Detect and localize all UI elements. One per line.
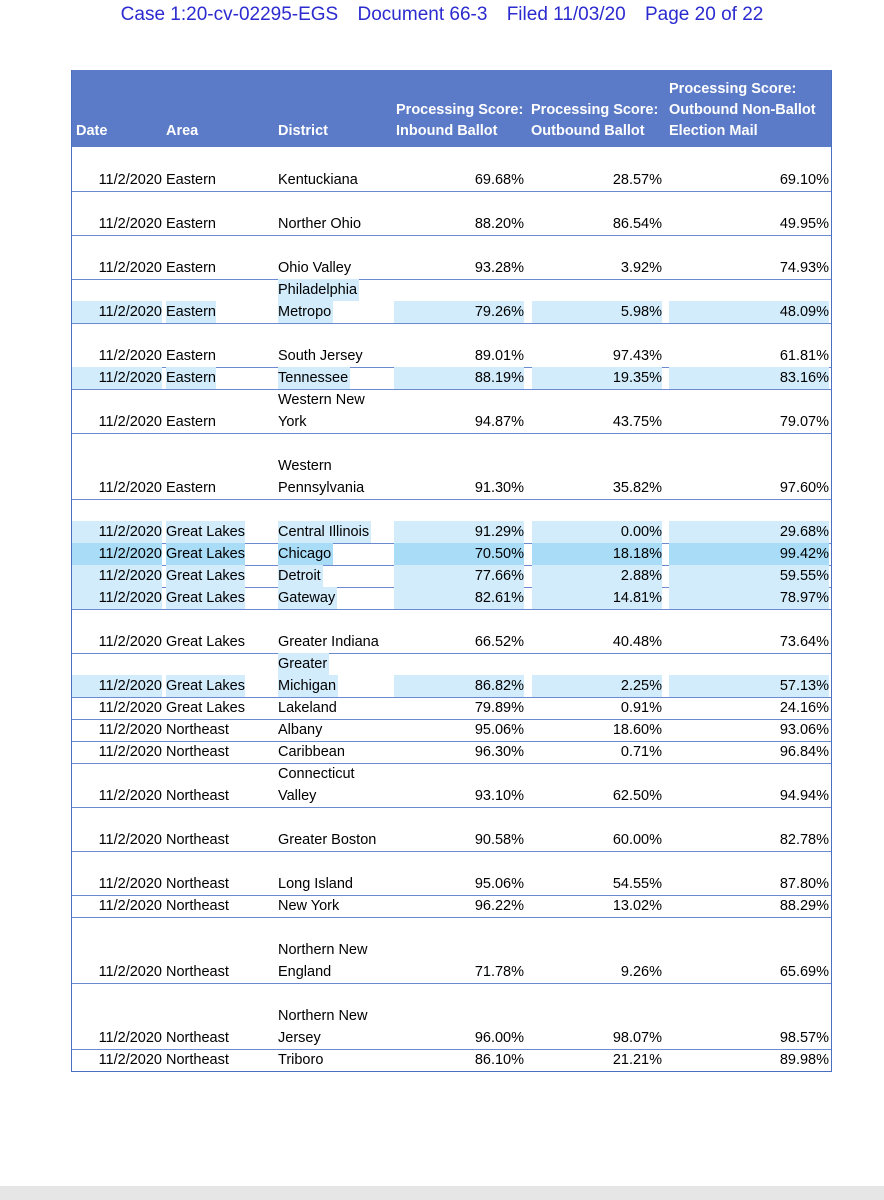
cell-date: 11/2/2020: [98, 832, 162, 848]
cell-area: Great Lakes: [166, 700, 245, 716]
cell-outbound-score: 5.98%: [532, 301, 662, 323]
table-row: [72, 147, 831, 191]
cell-inbound-score: 86.10%: [474, 1052, 524, 1068]
cell-inbound-score: 79.89%: [474, 700, 524, 716]
cell-area: Eastern: [166, 301, 216, 323]
district-line: South Jersey: [278, 348, 363, 364]
cell-outbound-score: 21.21%: [612, 1052, 662, 1068]
cell-area: Northeast: [166, 1052, 229, 1068]
cell-date: 11/2/2020: [72, 543, 162, 565]
cell-outbound-score: 19.35%: [532, 367, 662, 389]
table-row: [72, 235, 831, 279]
district-line: Tennessee: [278, 367, 350, 389]
cell-area: Great Lakes: [166, 521, 245, 543]
cell-area: Northeast: [166, 1030, 229, 1046]
district-line: Long Island: [278, 876, 353, 892]
cell-inbound-score: 96.30%: [474, 744, 524, 760]
table-row: [72, 719, 831, 741]
cell-district: [278, 455, 364, 499]
table-row: [72, 367, 831, 389]
col-inbound: [396, 100, 523, 142]
col-inbound-line: Processing Score:: [396, 102, 524, 118]
cell-district: [278, 741, 345, 763]
cell-area: Northeast: [166, 876, 229, 892]
cell-nonballot-score: 73.64%: [779, 634, 829, 650]
district-line: Norther Ohio: [278, 216, 362, 232]
cell-nonballot-score: 65.69%: [779, 964, 829, 980]
cell-outbound-score: 2.88%: [532, 565, 662, 587]
cell-date: 11/2/2020: [98, 722, 162, 738]
cell-nonballot-score: 79.07%: [779, 414, 829, 430]
district-line: Jersey: [278, 1030, 321, 1046]
cell-date: 11/2/2020: [98, 348, 162, 364]
col-nonballot-line: Outbound Non-Ballot: [669, 102, 816, 118]
cell-date: 11/2/2020: [98, 876, 162, 892]
cell-outbound-score: 28.57%: [612, 172, 662, 188]
cell-area: Great Lakes: [166, 634, 245, 650]
cell-date: 11/2/2020: [98, 414, 162, 430]
col-nonballot: [669, 79, 816, 142]
cell-inbound-score: 96.00%: [474, 1030, 524, 1046]
filed-date: Filed 11/03/20: [506, 4, 626, 25]
cell-district: [278, 587, 337, 609]
cell-nonballot-score: 49.95%: [779, 216, 829, 232]
cell-nonballot-score: 96.84%: [779, 744, 829, 760]
cell-outbound-score: 0.91%: [620, 700, 662, 716]
cell-date: 11/2/2020: [72, 367, 162, 389]
cell-outbound-score: 86.54%: [612, 216, 662, 232]
viewer-bottom-bar: [0, 1186, 884, 1200]
cell-outbound-score: 0.71%: [620, 744, 662, 760]
table-header: [72, 70, 831, 147]
district-line: Northern New: [278, 942, 368, 958]
district-line: Western: [278, 458, 332, 474]
cell-inbound-score: 93.28%: [474, 260, 524, 276]
cell-area: Northeast: [166, 832, 229, 848]
cell-district: [278, 653, 338, 697]
cell-nonballot-score: 93.06%: [779, 722, 829, 738]
cell-inbound-score: 77.66%: [394, 565, 524, 587]
table-row: [72, 807, 831, 851]
cell-area: Great Lakes: [166, 587, 245, 609]
cell-inbound-score: 88.20%: [474, 216, 524, 232]
cell-outbound-score: 60.00%: [612, 832, 662, 848]
cell-outbound-score: 13.02%: [612, 898, 662, 914]
table-row: [72, 851, 831, 895]
district-line: Connecticut: [278, 766, 355, 782]
cell-nonballot-score: 99.42%: [669, 543, 829, 565]
case-header: [0, 4, 884, 26]
district-line: Kentuckiana: [278, 172, 358, 188]
cell-area: Great Lakes: [166, 675, 245, 697]
cell-nonballot-score: 87.80%: [779, 876, 829, 892]
cell-inbound-score: 90.58%: [474, 832, 524, 848]
table-row: [72, 323, 831, 367]
cell-inbound-score: 79.26%: [394, 301, 524, 323]
cell-nonballot-score: 48.09%: [669, 301, 829, 323]
cell-date: 11/2/2020: [98, 964, 162, 980]
cell-district: [278, 367, 350, 389]
cell-nonballot-score: 69.10%: [779, 172, 829, 188]
district-line: Albany: [278, 722, 323, 738]
table-row: [72, 917, 831, 983]
cell-district: [278, 829, 376, 851]
col-district: District: [278, 123, 328, 139]
cell-inbound-score: 94.87%: [474, 414, 524, 430]
cell-inbound-score: 95.06%: [474, 722, 524, 738]
cell-date: 11/2/2020: [72, 521, 162, 543]
district-line: Pennsylvania: [278, 480, 365, 496]
cell-inbound-score: 86.82%: [394, 675, 524, 697]
cell-outbound-score: 18.60%: [612, 722, 662, 738]
cell-inbound-score: 69.68%: [474, 172, 524, 188]
cell-date: 11/2/2020: [98, 172, 162, 188]
cell-district: [278, 345, 363, 367]
table-row: [72, 983, 831, 1049]
district-line: York: [278, 414, 307, 430]
page-number: Page 20 of 22: [645, 4, 764, 25]
cell-outbound-score: 18.18%: [532, 543, 662, 565]
cell-nonballot-score: 94.94%: [779, 788, 829, 804]
cell-outbound-score: 40.48%: [612, 634, 662, 650]
cell-nonballot-score: 61.81%: [779, 348, 829, 364]
cell-area: Eastern: [166, 367, 216, 389]
cell-date: 11/2/2020: [98, 744, 162, 760]
cell-inbound-score: 91.29%: [394, 521, 524, 543]
district-line: Ohio Valley: [278, 260, 352, 276]
cell-outbound-score: 62.50%: [612, 788, 662, 804]
cell-date: 11/2/2020: [72, 587, 162, 609]
cell-outbound-score: 35.82%: [612, 480, 662, 496]
cell-nonballot-score: 83.16%: [669, 367, 829, 389]
district-line: Western New: [278, 392, 365, 408]
col-inbound-line: Inbound Ballot: [396, 123, 498, 139]
cell-district: [278, 565, 323, 587]
cell-area: Eastern: [166, 480, 216, 496]
cell-district: [278, 939, 367, 983]
cell-date: 11/2/2020: [98, 634, 162, 650]
table-row: [72, 609, 831, 653]
district-line: Greater Indiana: [278, 634, 379, 650]
cell-nonballot-score: 82.78%: [779, 832, 829, 848]
table-row: [72, 565, 831, 587]
table-row: [72, 433, 831, 499]
district-line: Valley: [278, 788, 317, 804]
col-outbound-line: Processing Score:: [531, 102, 659, 118]
cell-nonballot-score: 78.97%: [669, 587, 829, 609]
cell-nonballot-score: 97.60%: [779, 480, 829, 496]
cell-area: Northeast: [166, 722, 229, 738]
processing-score-table: [71, 70, 832, 1072]
cell-inbound-score: 88.19%: [394, 367, 524, 389]
table-row: [72, 389, 831, 433]
cell-inbound-score: 71.78%: [474, 964, 524, 980]
cell-area: Northeast: [166, 788, 229, 804]
cell-outbound-score: 54.55%: [612, 876, 662, 892]
district-line: Detroit: [278, 565, 323, 587]
cell-inbound-score: 95.06%: [474, 876, 524, 892]
cell-date: 11/2/2020: [98, 1030, 162, 1046]
cell-inbound-score: 89.01%: [474, 348, 524, 364]
cell-nonballot-score: 74.93%: [779, 260, 829, 276]
cell-nonballot-score: 89.98%: [779, 1052, 829, 1068]
cell-date: 11/2/2020: [98, 788, 162, 804]
table-row: [72, 653, 831, 697]
cell-outbound-score: 43.75%: [612, 414, 662, 430]
district-line: New York: [278, 898, 340, 914]
cell-outbound-score: 9.26%: [620, 964, 662, 980]
table-row: [72, 697, 831, 719]
cell-date: 11/2/2020: [72, 565, 162, 587]
district-line: Central Illinois: [278, 521, 371, 543]
district-line: Greater: [278, 653, 329, 675]
cell-district: [278, 873, 353, 895]
cell-date: 11/2/2020: [98, 216, 162, 232]
table-row: [72, 499, 831, 543]
cell-district: [278, 1049, 323, 1071]
district-line: Northern New: [278, 1008, 368, 1024]
cell-area: Northeast: [166, 964, 229, 980]
cell-nonballot-score: 24.16%: [779, 700, 829, 716]
cell-nonballot-score: 88.29%: [779, 898, 829, 914]
col-nonballot-line: Election Mail: [669, 123, 758, 139]
col-outbound: [531, 100, 658, 142]
cell-inbound-score: 96.22%: [474, 898, 524, 914]
cell-district: [278, 169, 358, 191]
cell-outbound-score: 97.43%: [612, 348, 662, 364]
cell-district: [278, 279, 359, 323]
cell-area: Northeast: [166, 898, 229, 914]
cell-area: Eastern: [166, 172, 216, 188]
cell-date: 11/2/2020: [98, 480, 162, 496]
cell-district: [278, 763, 355, 807]
cell-date: 11/2/2020: [98, 898, 162, 914]
table-row: [72, 1049, 831, 1071]
district-line: Chicago: [278, 543, 333, 565]
district-line: Greater Boston: [278, 832, 377, 848]
table-row: [72, 587, 831, 609]
cell-date: 11/2/2020: [72, 675, 162, 697]
cell-district: [278, 213, 361, 235]
cell-area: Eastern: [166, 216, 216, 232]
district-line: Caribbean: [278, 744, 345, 760]
district-line: Philadelphia: [278, 279, 359, 301]
table-row: [72, 763, 831, 807]
cell-district: [278, 697, 337, 719]
cell-date: 11/2/2020: [98, 1052, 162, 1068]
cell-outbound-score: 98.07%: [612, 1030, 662, 1046]
cell-district: [278, 719, 322, 741]
cell-district: [278, 543, 333, 565]
table-row: [72, 741, 831, 763]
cell-inbound-score: 66.52%: [474, 634, 524, 650]
col-outbound-line: Outbound Ballot: [531, 123, 645, 139]
cell-area: Northeast: [166, 744, 229, 760]
table-row: [72, 191, 831, 235]
district-line: Michigan: [278, 675, 338, 697]
document-number: Document 66-3: [357, 4, 488, 25]
cell-outbound-score: 14.81%: [532, 587, 662, 609]
cell-outbound-score: 0.00%: [532, 521, 662, 543]
table-row: [72, 279, 831, 323]
cell-nonballot-score: 59.55%: [669, 565, 829, 587]
cell-nonballot-score: 98.57%: [779, 1030, 829, 1046]
cell-nonballot-score: 29.68%: [669, 521, 829, 543]
cell-date: 11/2/2020: [98, 700, 162, 716]
cell-area: Eastern: [166, 414, 216, 430]
case-number: Case 1:20-cv-02295-EGS: [120, 4, 339, 25]
table-body: [72, 147, 831, 1071]
cell-district: [278, 1005, 367, 1049]
cell-area: Eastern: [166, 348, 216, 364]
cell-inbound-score: 93.10%: [474, 788, 524, 804]
cell-district: [278, 895, 339, 917]
cell-date: 11/2/2020: [72, 301, 162, 323]
cell-outbound-score: 3.92%: [620, 260, 662, 276]
cell-area: Great Lakes: [166, 565, 245, 587]
table-row: [72, 895, 831, 917]
cell-date: 11/2/2020: [98, 260, 162, 276]
cell-district: [278, 389, 365, 433]
district-line: Triboro: [278, 1052, 324, 1068]
cell-district: [278, 257, 351, 279]
cell-outbound-score: 2.25%: [532, 675, 662, 697]
col-nonballot-line: Processing Score:: [669, 81, 797, 97]
col-date: Date: [76, 123, 108, 139]
cell-inbound-score: 70.50%: [394, 543, 524, 565]
cell-district: [278, 631, 379, 653]
cell-inbound-score: 91.30%: [474, 480, 524, 496]
cell-district: [278, 521, 371, 543]
district-line: Gateway: [278, 587, 337, 609]
district-line: Lakeland: [278, 700, 337, 716]
district-line: England: [278, 964, 332, 980]
cell-area: Eastern: [166, 260, 216, 276]
cell-nonballot-score: 57.13%: [669, 675, 829, 697]
district-line: Metropo: [278, 301, 333, 323]
cell-area: Great Lakes: [166, 543, 245, 565]
table-row: [72, 543, 831, 565]
cell-inbound-score: 82.61%: [394, 587, 524, 609]
col-area: Area: [166, 123, 199, 139]
